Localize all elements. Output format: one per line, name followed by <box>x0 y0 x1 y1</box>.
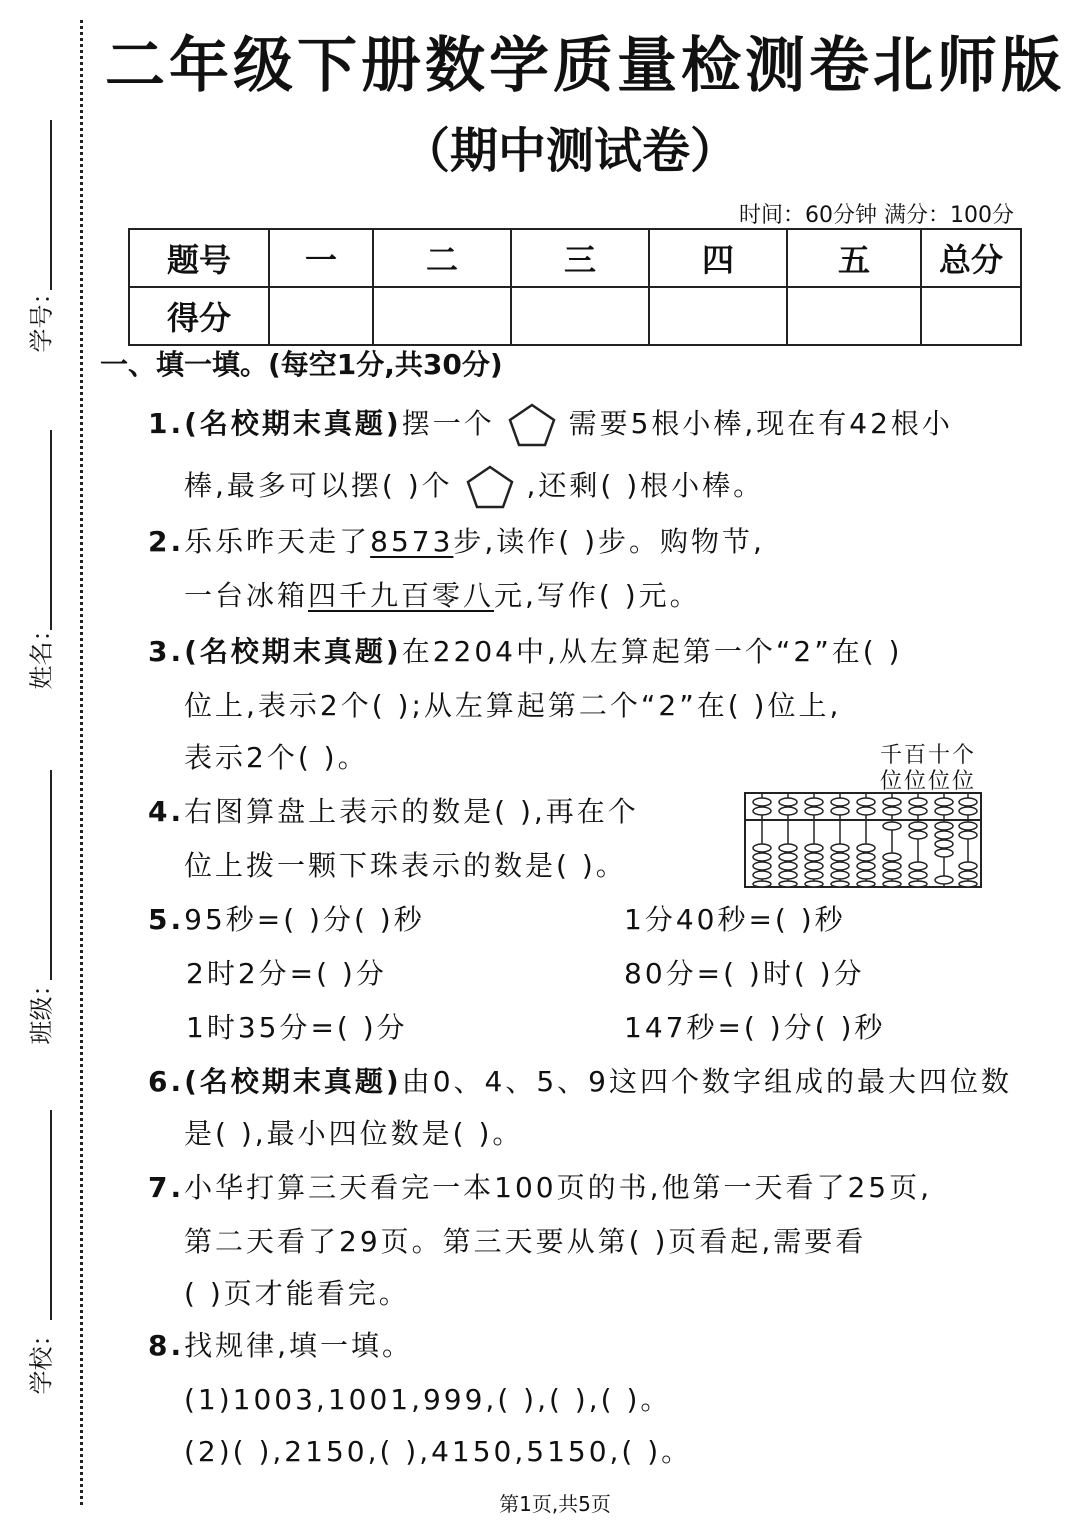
score-header-cell: 总分 <box>921 229 1021 287</box>
question-text: 一台冰箱 <box>184 579 309 612</box>
page-title: 二年级下册数学质量检测卷北师版 <box>105 31 1065 101</box>
question-6-line-1 <box>148 1060 1012 1100</box>
question-7-line-3: ( )页才能看完。 <box>184 1277 410 1310</box>
question-4-line-2 <box>184 844 627 884</box>
underlined-number: 8573 <box>370 525 454 558</box>
question-1-line-2 <box>184 464 764 510</box>
score-input-cell[interactable] <box>787 287 921 345</box>
question-text: 在2204中,从左算起第一个“2”在( ) <box>401 635 903 668</box>
question-8-line-1 <box>148 1324 413 1364</box>
binding-dashed-line <box>80 20 83 1505</box>
question-tag: (名校期末真题) <box>184 407 402 440</box>
score-table-header-row <box>129 229 1021 287</box>
question-text: 表示2个( )。 <box>184 741 369 774</box>
question-5-line-3b: 147秒=( )分( )秒 <box>624 1011 886 1044</box>
question-text: 步,读作( )步。购物节, <box>453 525 765 558</box>
question-2-line-1 <box>148 520 765 560</box>
score-header-cell: 五 <box>787 229 921 287</box>
score-row-label: 得分 <box>129 287 269 345</box>
question-tag: (名校期末真题) <box>184 635 402 668</box>
class-label: 班级： <box>27 972 56 1045</box>
score-input-cell[interactable] <box>269 287 373 345</box>
name-field-line[interactable] <box>50 430 52 630</box>
question-number: 4. <box>148 795 185 828</box>
question-text: 位上,表示2个( );从左算起第二个“2”在( )位上, <box>184 689 842 722</box>
question-number: 1. <box>148 407 185 440</box>
question-number: 8. <box>148 1329 185 1362</box>
number-label: 学号： <box>27 280 56 353</box>
underlined-number: 四千九百零八 <box>308 579 495 612</box>
school-label: 学校： <box>27 1322 56 1395</box>
question-4-line-1 <box>148 790 639 830</box>
score-header-cell: 二 <box>373 229 511 287</box>
question-text: 右图算盘上表示的数是( ),再在个 <box>184 795 639 828</box>
question-text: 由0、4、5、9这四个数字组成的最大四位数 <box>401 1065 1012 1098</box>
question-3-line-3 <box>184 736 369 776</box>
question-number: 3. <box>148 635 185 668</box>
abacus-label-top: 千百十个 <box>880 743 977 768</box>
name-label: 姓名： <box>27 617 56 690</box>
page-footer: 第1页,共5页 <box>499 1492 611 1516</box>
question-3-line-2 <box>184 684 841 724</box>
question-8-line-2: (1)1003,1001,999,( ),( ),( )。 <box>184 1383 672 1416</box>
question-text: 95秒=( )分( )秒 <box>184 903 425 936</box>
score-header-cell: 题号 <box>129 229 269 287</box>
score-input-cell[interactable] <box>511 287 649 345</box>
question-5-line-1a <box>148 898 425 938</box>
question-7-line-2: 第二天看了29页。第三天要从第( )页看起,需要看 <box>184 1225 867 1258</box>
question-number: 7. <box>148 1171 185 1204</box>
score-table-score-row <box>129 287 1021 345</box>
question-text: 元,写作( )元。 <box>494 579 701 612</box>
score-header-cell: 三 <box>511 229 649 287</box>
question-text: 需要5根小棒,现在有42根小 <box>568 407 953 440</box>
score-input-cell[interactable] <box>921 287 1021 345</box>
page-subtitle: （期中测试卷） <box>401 123 738 179</box>
class-field-line[interactable] <box>50 770 52 980</box>
score-input-cell[interactable] <box>373 287 511 345</box>
score-header-cell: 四 <box>649 229 787 287</box>
question-5-line-3a: 1时35分=( )分 <box>186 1011 408 1044</box>
question-text: ,还剩( )根小棒。 <box>526 469 765 502</box>
question-8-line-3: (2)( ),2150,( ),4150,5150,( )。 <box>184 1435 693 1468</box>
question-5-line-2a: 2时2分=( )分 <box>186 957 387 990</box>
pentagon-icon <box>465 464 515 510</box>
question-text: 棒,最多可以摆( )个 <box>184 469 453 502</box>
question-2-line-2 <box>184 574 701 614</box>
school-field-line[interactable] <box>50 1110 52 1320</box>
abacus-figure <box>744 792 982 888</box>
question-6-line-2: 是( ),最小四位数是( )。 <box>184 1117 524 1150</box>
question-text: 位上拨一颗下珠表示的数是( )。 <box>184 849 627 882</box>
question-7-line-1 <box>148 1166 932 1206</box>
exam-meta: 时间：60分钟 满分：100分 <box>739 203 1014 228</box>
question-number: 2. <box>148 525 185 558</box>
section-1-title: 一、填一填。(每空1分,共30分) <box>100 348 503 381</box>
score-input-cell[interactable] <box>649 287 787 345</box>
score-header-cell: 一 <box>269 229 373 287</box>
score-table <box>128 228 1022 346</box>
question-3-line-1 <box>148 630 902 670</box>
question-text: 找规律,填一填。 <box>184 1329 414 1362</box>
question-number: 5. <box>148 903 185 936</box>
question-5-line-1b: 1分40秒=( )秒 <box>624 903 846 936</box>
abacus-label-bottom: 位位位位 <box>880 769 977 794</box>
question-text: 乐乐昨天走了 <box>184 525 371 558</box>
question-text: 小华打算三天看完一本100页的书,他第一天看了25页, <box>184 1171 933 1204</box>
question-tag: (名校期末真题) <box>184 1065 402 1098</box>
question-5-line-2b: 80分=( )时( )分 <box>624 957 865 990</box>
question-1-line-1 <box>148 402 953 448</box>
pentagon-icon <box>507 402 557 448</box>
question-text: 摆一个 <box>401 407 495 440</box>
question-number: 6. <box>148 1065 185 1098</box>
